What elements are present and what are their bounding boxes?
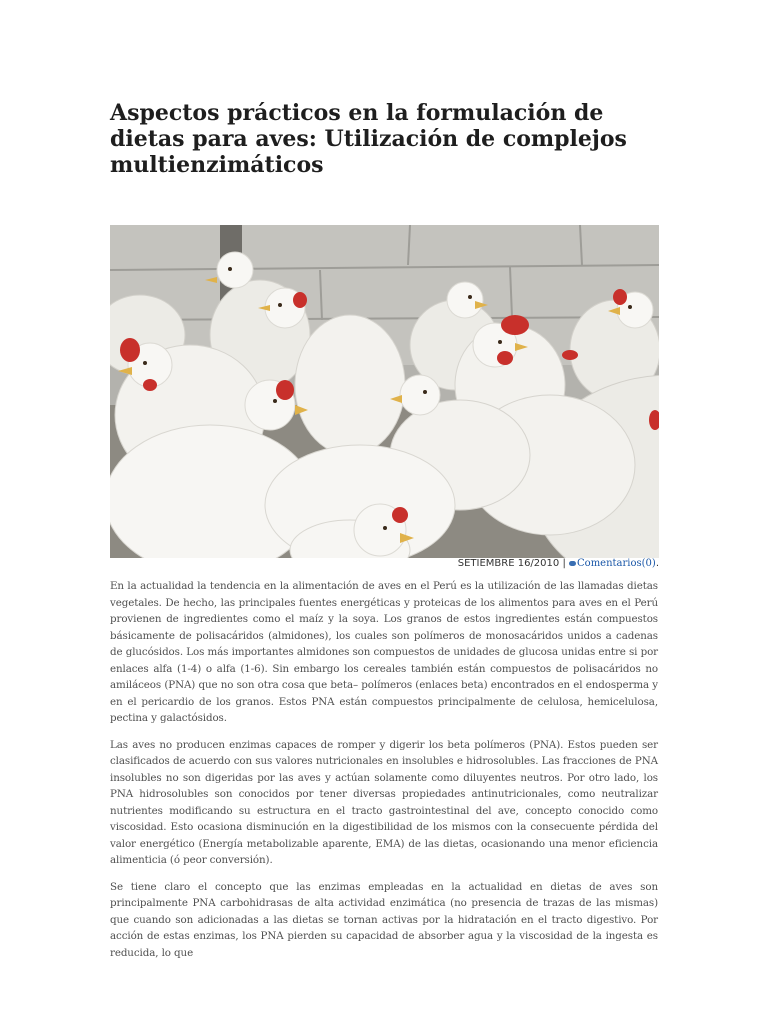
- publication-date: SETIEMBRE 16/2010: [457, 558, 560, 569]
- caption-period: .: [655, 558, 659, 569]
- caption-separator: |: [562, 558, 566, 569]
- article-photo: [110, 225, 659, 558]
- paragraph-2: Las aves no producen enzimas capaces de romper y digerir los beta polímeros (PNA). Estos pueden ser clasificados de acuerdo con sus valores nutricionales en insolubles e hidrosolubles. Las fracciones de PNA insolubles no son digeridas por las aves y actúan solamente como diluyentes neutros. Por otro lado, los PNA hidrosolubles son conocidos por tener diversas propiedades antinutricionales, como neutralizar nutrientes modificando su estructura en el tracto gastrointestinal del ave, concepto conocido como viscosidad. Esto ocasiona disminución en la digestibilidad de los mismos con la consecuente pérdida del valor energético (Energía metabolizable aparente, EMA) de las dietas, ocasionando una menor eficiencia alimenticia (ó peor conversión).: [110, 738, 658, 866]
- comment-bubble-icon: [569, 561, 576, 566]
- paragraph-1: En la actualidad la tendencia en la alimentación de aves en el Perú es la utilización de las llamadas dietas vegetales. De hecho, las principales fuentes energéticas y proteicas de los alimentos para aves en el Perú provienen de ingredientes como el maíz y la soya. Los granos de estos ingredientes están compuestos básicamente de polisacáridos (almidones), los cuales son polímeros de monosacáridos unidos a cadenas de glucósidos. Los más importantes almidones son compuestos de unidades de glucosa unidas entre si por enlaces alfa (1-4) o alfa (1-6). Sin embargo los cereales también están compuestos de polisacáridos no amiláceos (PNA) que no son otra cosa que beta– polímeros (enlaces beta) encontrados en el endosperma y en el pericardio de los granos. Estos PNA están compuestos principalmente de celulosa, hemicelulosa, pectina y galactósidos.: [110, 580, 658, 724]
- article-body: [110, 578, 658, 971]
- photo-caption: [110, 557, 659, 570]
- comments-link[interactable]: Comentarios(0): [577, 558, 656, 569]
- article-title: Aspectos prácticos en la formulación de dietas para aves: Utilización de complejos multienzimáticos: [110, 100, 627, 178]
- paragraph-3: Se tiene claro el concepto que las enzimas empleadas en la actualidad en dietas de aves son principalmente PNA carbohidrasas de alta actividad enzimática (no presencia de trazas de las mismas) que cuando son adicionadas a las dietas se tornan activas por la hidratación en el tracto digestivo. Por acción de estas enzimas, los PNA pierden su capacidad de absorber agua y la viscosidad de la ingesta es reducida, lo que: [110, 880, 658, 959]
